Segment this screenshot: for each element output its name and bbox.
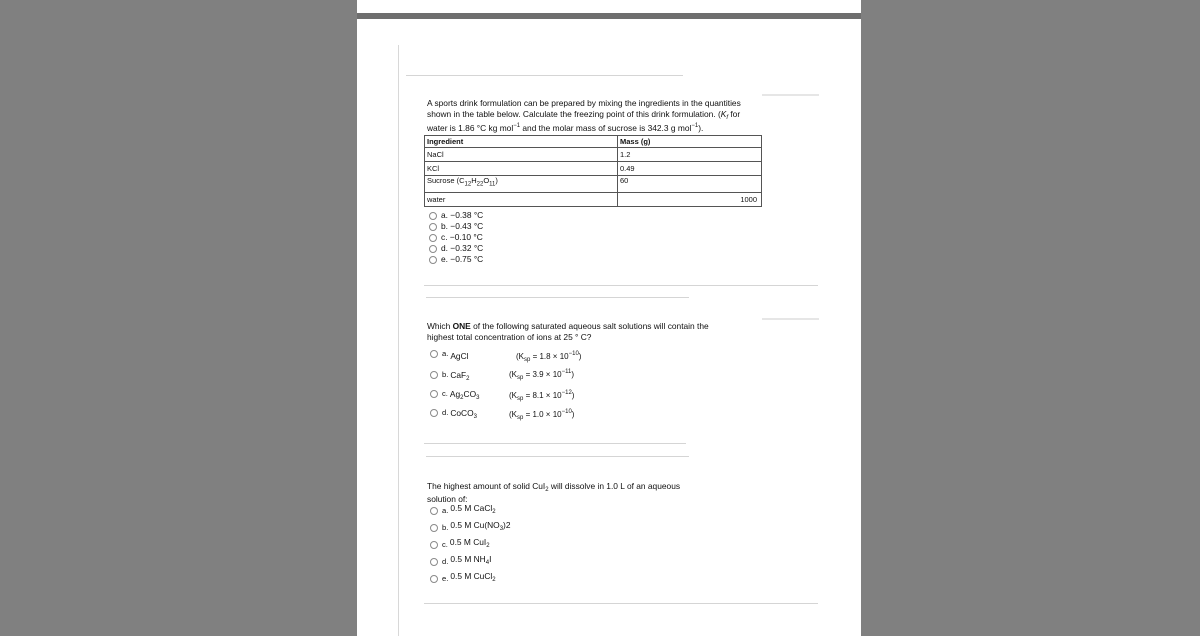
radio-button[interactable] [429, 223, 437, 231]
q2-option-c[interactable] [430, 386, 479, 401]
table-row [425, 148, 762, 162]
question-1-line-3: water is 1.86 °C kg mol$^{-1}$ and the molar mass of sucrose is 342.3 g mol$^{-1}$). [427, 123, 704, 133]
q3-option-c[interactable] [430, 537, 490, 552]
divider [424, 285, 818, 286]
q2-ksp-c: $(K_{sp} = 8.1 \times 10^{-12})$ [509, 390, 575, 402]
option-label: e. −0.75 °C [441, 254, 484, 264]
table-cell-mass: 1000 [618, 193, 762, 207]
option-salt: CaF$_2$ [450, 370, 470, 382]
radio-button[interactable] [430, 390, 438, 398]
option-letter: d. [442, 557, 449, 566]
option-label: 0.5 M CaCl$_2$ [450, 503, 496, 515]
table-header-mass: Mass (g) [618, 136, 762, 148]
option-letter: b. [442, 370, 449, 379]
option-salt: $Ag_2CO_3$ [449, 389, 480, 401]
option-salt: AgCl [450, 351, 469, 361]
radio-button[interactable] [430, 409, 438, 417]
q2-option-b[interactable] [430, 367, 470, 382]
divider [426, 297, 689, 298]
table-cell-mass: 0.49 [618, 162, 762, 176]
table-cell-ingredient: NaCl [425, 148, 618, 162]
radio-button[interactable] [430, 350, 438, 358]
option-label: d. −0.32 °C [441, 243, 484, 253]
question-1-text [427, 98, 757, 134]
table-cell-ingredient: Sucrose $(C_{12}H_{22}O_{11})$ [425, 176, 618, 193]
q3-option-d[interactable] [430, 554, 491, 569]
question-2-line-1: Which ONE of the following saturated aqueous salt solutions will contain the [427, 321, 709, 331]
option-label: 0.5 M CuI$_2$ [449, 537, 490, 549]
option-letter: b. [442, 523, 449, 532]
divider [762, 94, 819, 96]
table-cell-mass: 60 [618, 176, 762, 193]
option-letter: a. [442, 349, 449, 358]
q2-option-a[interactable] [430, 348, 469, 359]
table-row [425, 162, 762, 176]
option-label: 0.5 M $Cu(NO_3)2$ [450, 520, 511, 532]
q1-option-b[interactable] [429, 221, 483, 232]
table-cell-ingredient: KCl [425, 162, 618, 176]
option-letter: a. [442, 506, 449, 515]
divider [424, 443, 686, 444]
table-row [425, 193, 762, 207]
top-bar [357, 0, 861, 13]
option-letter: e. [442, 574, 449, 583]
option-label: b. −0.43 °C [441, 221, 484, 231]
q3-option-e[interactable] [430, 571, 496, 586]
table-cell-ingredient: water [425, 193, 618, 207]
option-letter: c. [442, 540, 448, 549]
ingredients-table [424, 135, 762, 207]
q1-option-a[interactable] [429, 210, 483, 221]
q1-option-c[interactable] [429, 232, 483, 243]
option-label: 0.5 M CuCl$_2$ [450, 571, 496, 583]
table-row [425, 176, 762, 193]
option-label: a. −0.38 °C [441, 210, 484, 220]
radio-button[interactable] [430, 541, 438, 549]
question-1-line-2: shown in the table below. Calculate the freezing point of this drink formulation. ($K_f$ for [427, 109, 741, 121]
divider [406, 75, 683, 76]
radio-button[interactable] [429, 234, 437, 242]
question-2-text [427, 321, 747, 343]
radio-button[interactable] [430, 524, 438, 532]
radio-button[interactable] [430, 507, 438, 515]
option-letter: d. [442, 408, 449, 417]
radio-button[interactable] [429, 256, 437, 264]
divider [424, 603, 818, 604]
q3-option-a[interactable] [430, 503, 496, 518]
radio-button[interactable] [430, 558, 438, 566]
radio-button[interactable] [430, 575, 438, 583]
divider [426, 456, 689, 457]
q1-option-d[interactable] [429, 243, 483, 254]
option-letter: c. [442, 389, 448, 398]
divider [762, 318, 819, 320]
question-1-line-1: A sports drink formulation can be prepared by mixing the ingredients in the quantities [427, 98, 741, 108]
option-label: c. −0.10 °C [441, 232, 483, 242]
table-header-ingredient: Ingredient [425, 136, 618, 148]
option-salt: CoCO$_3$ [450, 408, 477, 420]
left-margin-rule [398, 45, 399, 636]
table-cell-mass: 1.2 [618, 148, 762, 162]
radio-button[interactable] [430, 371, 438, 379]
table-header-row [425, 136, 762, 148]
q1-option-e[interactable] [429, 254, 483, 265]
radio-button[interactable] [429, 212, 437, 220]
q3-option-b[interactable] [430, 520, 510, 535]
question-3-line-2: solution of: [427, 494, 468, 504]
question-3-line-1: The highest amount of solid CuI$_2$ will dissolve in 1.0 L of an aqueous [427, 481, 681, 493]
q2-ksp-d: $(K_{sp} = 1.0 \times 10^{-10})$ [509, 409, 575, 421]
option-label: 0.5 M $NH_4I$ [450, 554, 492, 566]
radio-button[interactable] [429, 245, 437, 253]
q2-ksp-b: $(K_{sp} = 3.9 \times 10^{-11})$ [509, 369, 575, 381]
q2-option-d[interactable] [430, 405, 477, 420]
question-2-line-2: highest total concentration of ions at 25 ° C? [427, 332, 592, 342]
q2-ksp-a: $(K_{sp} = 1.8 \times 10^{-10})$ [516, 351, 582, 363]
